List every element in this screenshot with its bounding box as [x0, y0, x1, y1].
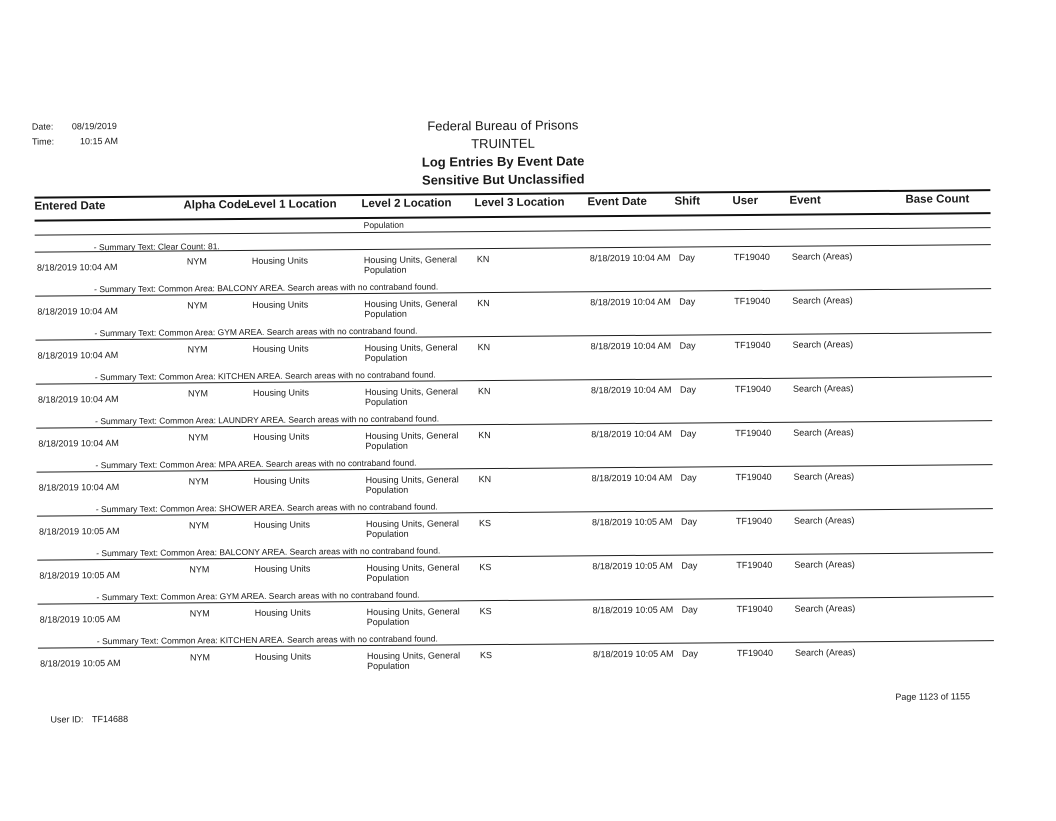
- cell-event: Search (Areas): [794, 559, 855, 570]
- cell-l2: Housing Units, General Population: [366, 606, 460, 628]
- cell-shift: Day: [680, 516, 698, 527]
- user-id-label: User ID:: [50, 714, 84, 725]
- summary-text: - Summary Text: Common Area: GYM AREA. Search areas with no contraband found.: [94, 325, 418, 339]
- cell-user: TF19040: [734, 339, 771, 351]
- summary-text: - Summary Text: Common Area: KITCHEN AREA. Search areas with no contraband found.: [96, 633, 438, 647]
- cell-event-date: 8/18/2019 10:05 AM: [592, 648, 674, 660]
- cell-l3: KN: [478, 474, 492, 485]
- cell-l1: Housing Units: [253, 519, 311, 530]
- col-event-date: Event Date: [587, 195, 647, 209]
- page-number: Page 1123 of 1155: [895, 691, 971, 702]
- cell-event: Search (Areas): [794, 603, 856, 614]
- date-label: Date:: [31, 121, 54, 132]
- cell-shift: Day: [679, 296, 696, 307]
- cell-entered: 8/18/2019 10:05 AM: [38, 525, 120, 537]
- col-level3-location: Level 3 Location: [474, 196, 565, 210]
- carryover-level2: Population: [363, 219, 404, 231]
- time-value: 10:15 AM: [79, 135, 119, 147]
- carryover-summary: - Summary Text: Clear Count: 81.: [93, 241, 220, 253]
- cell-user: TF19040: [734, 295, 771, 307]
- cell-event-date: 8/18/2019 10:05 AM: [592, 560, 673, 572]
- system-title: TRUINTEL: [471, 135, 535, 152]
- cell-l2: Housing Units, General Population: [364, 386, 459, 408]
- cell-l1: Housing Units: [254, 651, 312, 662]
- cell-shift: Day: [679, 384, 696, 395]
- cell-l1: Housing Units: [252, 343, 309, 354]
- cell-entered: 8/18/2019 10:04 AM: [38, 437, 119, 449]
- cell-entered: 8/18/2019 10:04 AM: [37, 305, 118, 317]
- cell-user: TF19040: [736, 647, 774, 659]
- report-date: [32, 121, 117, 132]
- cell-user: TF19040: [733, 251, 770, 263]
- cell-l2: Housing Units, General Population: [364, 298, 458, 320]
- date-value: 08/19/2019: [71, 121, 117, 132]
- report-title: Log Entries By Event Date: [421, 153, 585, 170]
- cell-shift: Day: [679, 340, 696, 351]
- cell-l1: Housing Units: [251, 255, 308, 266]
- cell-shift: Day: [680, 472, 697, 483]
- cell-l3: KS: [479, 562, 492, 573]
- cell-event: Search (Areas): [792, 295, 853, 306]
- cell-l2: Housing Units, General Population: [364, 342, 458, 364]
- cell-entered: 8/18/2019 10:05 AM: [40, 657, 121, 669]
- cell-l3: KS: [478, 518, 492, 529]
- cell-l1: Housing Units: [253, 431, 310, 442]
- summary-text: - Summary Text: Common Area: SHOWER AREA. Search areas with no contraband found.: [95, 501, 438, 515]
- summary-text: - Summary Text: Common Area: BALCONY AREA. Search areas with no contraband found.: [94, 281, 439, 295]
- cell-user: TF19040: [736, 559, 773, 571]
- user-id-value: TF14688: [91, 713, 129, 725]
- cell-event-date: 8/18/2019 10:05 AM: [591, 516, 673, 528]
- cell-alpha: NYM: [187, 344, 208, 355]
- cell-event-date: 8/18/2019 10:04 AM: [591, 428, 672, 440]
- cell-entered: 8/18/2019 10:04 AM: [37, 393, 119, 405]
- cell-l3: KN: [477, 386, 491, 397]
- cell-l2: Housing Units, General Population: [366, 650, 461, 672]
- time-label: Time:: [31, 136, 55, 147]
- cell-l1: Housing Units: [252, 387, 310, 398]
- cell-shift: Day: [681, 648, 699, 659]
- cell-entered: 8/18/2019 10:05 AM: [39, 569, 120, 581]
- cell-l2: Housing Units, General Population: [363, 254, 457, 276]
- cell-event-date: 8/18/2019 10:05 AM: [592, 604, 674, 616]
- cell-alpha: NYM: [189, 608, 210, 619]
- cell-event-date: 8/18/2019 10:04 AM: [590, 296, 671, 308]
- cell-l2: Housing Units, General Population: [365, 518, 460, 540]
- cell-entered: 8/18/2019 10:04 AM: [36, 262, 118, 273]
- classification-title: Sensitive But Unclassified: [421, 171, 585, 188]
- cell-event: Search (Areas): [793, 515, 855, 526]
- cell-l1: Housing Units: [253, 475, 310, 486]
- cell-alpha: NYM: [188, 432, 209, 443]
- cell-alpha: NYM: [188, 520, 210, 531]
- cell-shift: Day: [678, 252, 695, 263]
- cell-alpha: NYM: [186, 256, 207, 267]
- cell-alpha: NYM: [187, 388, 208, 399]
- col-level1-location: Level 1 Location: [246, 198, 337, 211]
- cell-alpha: NYM: [189, 564, 210, 575]
- cell-event: Search (Areas): [792, 383, 854, 394]
- col-base-count: Base Count: [905, 193, 970, 206]
- summary-text: - Summary Text: Common Area: BALCONY AREA. Search areas with no contraband found.: [96, 545, 441, 559]
- cell-l3: KN: [478, 430, 491, 441]
- cell-event-date: 8/18/2019 10:04 AM: [589, 252, 671, 264]
- cell-l1: Housing Units: [252, 299, 309, 310]
- cell-event: Search (Areas): [791, 251, 853, 262]
- cell-l3: KS: [479, 606, 492, 617]
- agency-title: Federal Bureau of Prisons: [427, 117, 579, 134]
- report-time: [32, 136, 118, 147]
- footer-user-id: [50, 714, 128, 725]
- cell-alpha: NYM: [189, 652, 211, 663]
- summary-text: - Summary Text: Common Area: KITCHEN AREA. Search areas with no contraband found.: [94, 369, 436, 383]
- col-entered-date: Entered Date: [34, 200, 106, 213]
- cell-l2: Housing Units, General Population: [366, 562, 460, 584]
- cell-l3: KN: [476, 254, 490, 265]
- cell-user: TF19040: [735, 471, 772, 483]
- carryover-rule: [35, 227, 991, 236]
- cell-event: Search (Areas): [793, 471, 855, 482]
- cell-event: Search (Areas): [794, 647, 856, 658]
- header-bottom-rule: [35, 212, 991, 222]
- col-alpha-code: Alpha Code: [183, 198, 248, 212]
- cell-alpha: NYM: [187, 300, 208, 311]
- cell-user: TF19040: [736, 603, 773, 615]
- summary-text: - Summary Text: Common Area: LAUNDRY AREA. Search areas with no contraband found.: [95, 413, 440, 427]
- cell-event: Search (Areas): [793, 427, 854, 438]
- cell-entered: 8/18/2019 10:04 AM: [38, 481, 120, 493]
- cell-l2: Housing Units, General Population: [365, 430, 459, 452]
- cell-l3: KS: [479, 650, 493, 661]
- cell-alpha: NYM: [188, 476, 209, 487]
- col-user: User: [732, 194, 759, 208]
- cell-entered: 8/18/2019 10:05 AM: [39, 613, 121, 625]
- cell-shift: Day: [681, 560, 698, 571]
- summary-text: - Summary Text: Common Area: GYM AREA. Search areas with no contraband found.: [96, 589, 420, 603]
- cell-user: TF19040: [734, 383, 771, 395]
- cell-shift: Day: [680, 428, 697, 439]
- summary-text: - Summary Text: Common Area: MPA AREA. Search areas with no contraband found.: [95, 457, 417, 471]
- cell-entered: 8/18/2019 10:04 AM: [37, 349, 119, 361]
- cell-l3: KN: [477, 342, 491, 353]
- cell-user: TF19040: [735, 427, 772, 439]
- cell-l3: KN: [477, 298, 490, 309]
- col-level2-location: Level 2 Location: [361, 197, 452, 211]
- cell-l1: Housing Units: [254, 563, 311, 574]
- cell-user: TF19040: [735, 515, 773, 527]
- cell-event-date: 8/18/2019 10:04 AM: [591, 472, 673, 484]
- cell-event-date: 8/18/2019 10:04 AM: [590, 340, 672, 352]
- col-event: Event: [789, 194, 821, 207]
- cell-l1: Housing Units: [254, 607, 311, 618]
- col-shift: Shift: [674, 195, 701, 208]
- cell-shift: Day: [681, 604, 698, 615]
- cell-event: Search (Areas): [792, 339, 854, 350]
- cell-l2: Housing Units, General Population: [365, 474, 459, 496]
- cell-event-date: 8/18/2019 10:04 AM: [590, 384, 672, 396]
